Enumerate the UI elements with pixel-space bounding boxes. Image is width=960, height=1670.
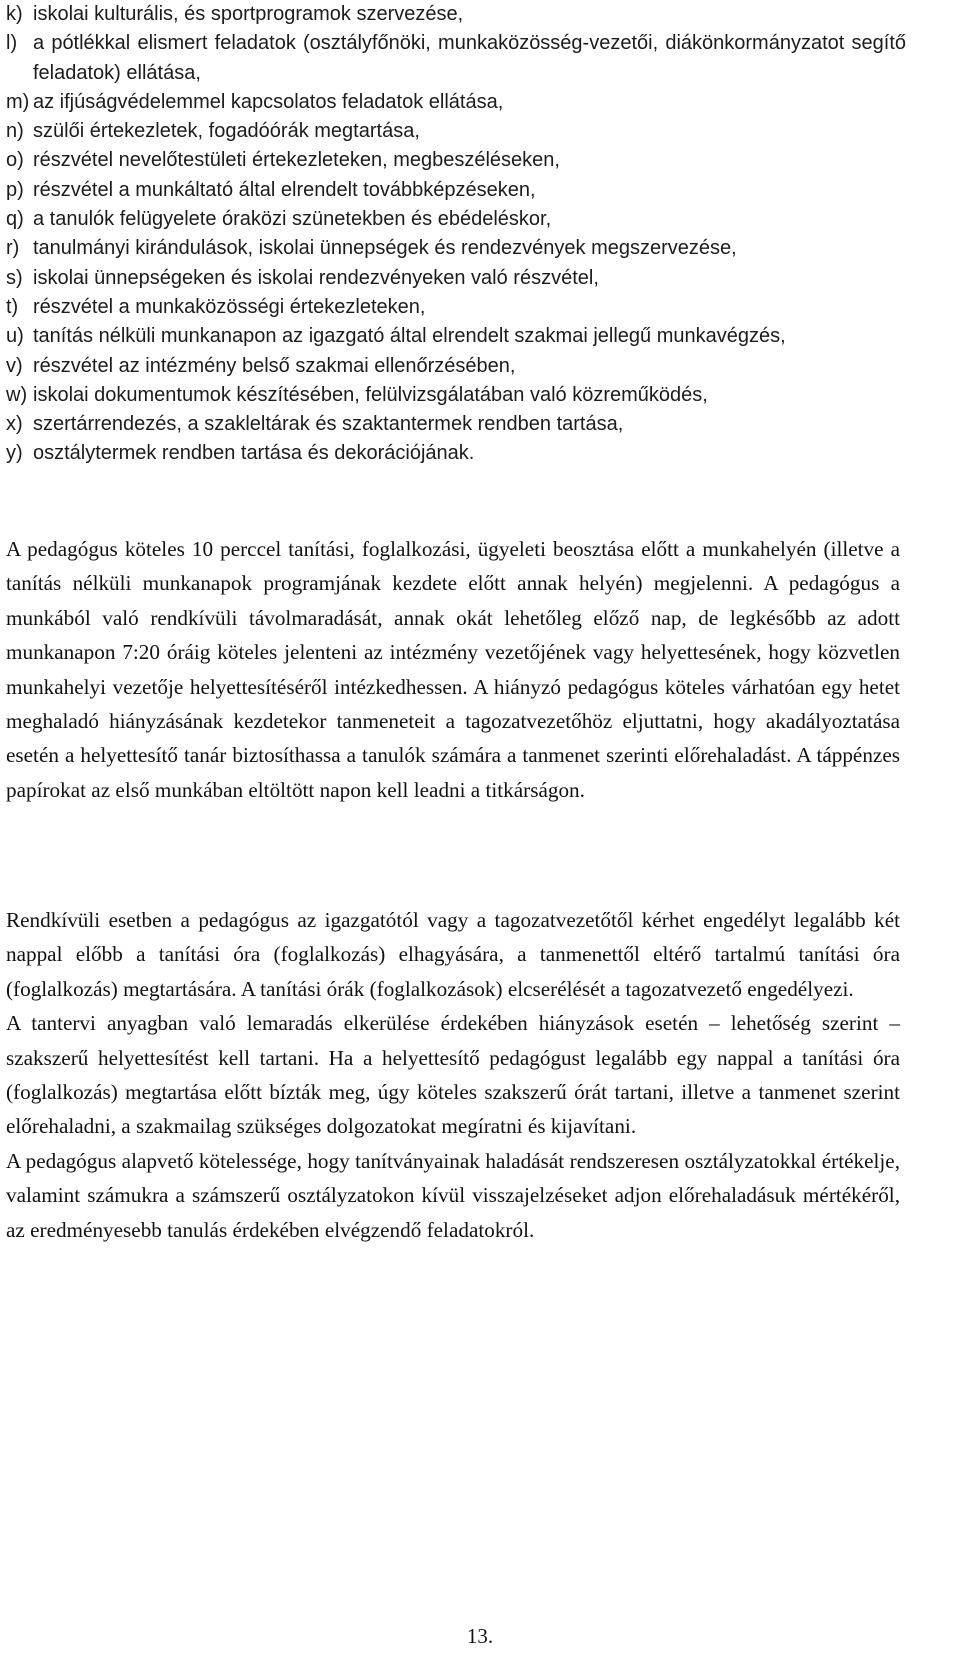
list-item-text: részvétel a munkaközösségi értekezleteken, <box>33 295 426 318</box>
list-item-letter: m) <box>6 90 30 113</box>
paragraph-block-substitution <box>6 903 900 1247</box>
list-item-letter: n) <box>6 120 24 143</box>
list-item-letter: w) <box>6 383 28 406</box>
paragraph-substitution: A tantervi anyagban való lemaradás elkerülése érdekében hiányzások esetén – lehetőség szerint – szakszerű helyettesítést kell tartani. Ha a helyettesítő pedagógust legalább egy nappal a tanítási óra (foglalkozás) megtartása előtt bízták meg, úgy köteles szakszerű órát tartani, illetve a tanmenet szerint előrehaladni, a szakmailag szükséges dolgozatokat megíratni és kijavítani. <box>6 1011 900 1139</box>
page-number: 13. <box>466 1624 494 1648</box>
list-item-text: az ifjúságvédelemmel kapcsolatos feladatok ellátása, <box>33 90 504 113</box>
list-item-text: a pótlékkal elismert feladatok (osztályfőnöki, munkaközösség-vezetői, diákönkormányzatot segítő feladatok) ellátása, <box>33 32 906 84</box>
list-item-text: a tanulók felügyelete óraközi szünetekben és ebédeléskor, <box>33 208 552 231</box>
list-item-text: iskolai kulturális, és sportprogramok szervezése, <box>33 3 464 25</box>
list-item <box>6 322 906 351</box>
list-item-text: részvétel a munkáltató által elrendelt továbbképzéseken, <box>33 178 536 201</box>
list-item-text: szertárrendezés, a szakleltárak és szaktantermek rendben tartása, <box>33 413 624 436</box>
list-item-text: részvétel nevelőtestületi értekezleteken, megbeszéléseken, <box>33 149 560 172</box>
list-item-text: tanítás nélküli munkanapon az igazgató által elrendelt szakmai jellegű munkavégzés, <box>33 325 786 348</box>
list-item-letter: k) <box>6 3 23 25</box>
list-item <box>6 381 906 410</box>
list-item <box>6 146 906 175</box>
list-item-letter: s) <box>6 266 23 289</box>
list-item-text: részvétel az intézmény belső szakmai ellenőrzésében, <box>33 354 516 377</box>
list-item <box>6 88 906 117</box>
list-item-text: osztálytermek rendben tartása és dekorációjának. <box>33 442 475 465</box>
list-item <box>6 264 906 293</box>
list-item-letter: x) <box>6 413 23 436</box>
list-item-letter: p) <box>6 178 24 201</box>
list-item-text: tanulmányi kirándulások, iskolai ünnepségek és rendezvények megszervezése, <box>33 237 737 260</box>
list-item-letter: o) <box>6 149 24 172</box>
list-item-text: szülői értekezletek, fogadóórák megtartása, <box>33 120 420 143</box>
list-item <box>6 410 906 439</box>
paragraph-absence-permission: Rendkívüli esetben a pedagógus az igazgatótól vagy a tagozatvezetőtől kérhet engedélyt legalább két nappal előbb a tanítási óra (foglalkozás) elhagyására, a tanmenettől eltérő tartalmú tanítási óra (foglalkozás) megtartására. A tanítási órák (foglalkozások) elcserélését a tagozatvezető engedélyezi. <box>6 908 900 1001</box>
list-item-text: iskolai ünnepségeken és iskolai rendezvényeken való részvétel, <box>33 266 599 289</box>
list-item <box>6 117 906 146</box>
task-list <box>6 0 906 469</box>
list-item-letter: l) <box>6 32 18 55</box>
paragraph-block-attendance <box>6 532 900 807</box>
list-item <box>6 205 906 234</box>
list-item-letter: y) <box>6 442 23 465</box>
list-item-text: iskolai dokumentumok készítésében, felülvizsgálatában való közreműködés, <box>33 383 708 406</box>
list-item <box>6 439 906 468</box>
paragraph-assessment: A pedagógus alapvető kötelessége, hogy tanítványainak haladását rendszeresen osztályzatokkal értékelje, valamint számukra a számszerű osztályzatokon kívül visszajelzéseket adjon előrehaladásuk mértékéről, az eredményesebb tanulás érdekében elvégzendő feladatokról. <box>6 1148 900 1242</box>
paragraph-attendance: A pedagógus köteles 10 perccel tanítási, foglalkozási, ügyeleti beosztása előtt a munkahelyén (illetve a tanítás nélküli munkanapok programjának kezdete előtt annak helyén) megjelenni. A pedagógus a munkából való rendkívüli távolmaradását, annak okát lehetőleg előző nap, de legkésőbb az adott munkanapon 7:20 óráig köteles jelenteni az intézmény vezetőjének vagy helyettesének, hogy közvetlen munkahelyi vezetője helyettesítéséről intézkedhessen. A hiányzó pedagógus köteles várhatóan egy hetet meghaladó hiányzásának kezdetekor tanmeneteit a tagozatvezetőhöz eljuttatni, hogy akadályoztatása esetén a helyettesítő tanár biztosíthassa a tanulók számára a tanmenet szerinti előrehaladást. A táppénzes papírokat az első munkában eltöltött napon kell leadni a titkárságon. <box>6 537 900 802</box>
list-item-letter: q) <box>6 208 24 231</box>
list-item <box>6 0 906 29</box>
list-item <box>6 352 906 381</box>
list-item-letter: u) <box>6 325 24 348</box>
list-item <box>6 293 906 322</box>
list-item-letter: t) <box>6 295 19 318</box>
list-item <box>6 29 906 88</box>
list-item-letter: v) <box>6 354 23 377</box>
list-item <box>6 176 906 205</box>
list-item <box>6 234 906 263</box>
list-item-letter: r) <box>6 237 20 260</box>
